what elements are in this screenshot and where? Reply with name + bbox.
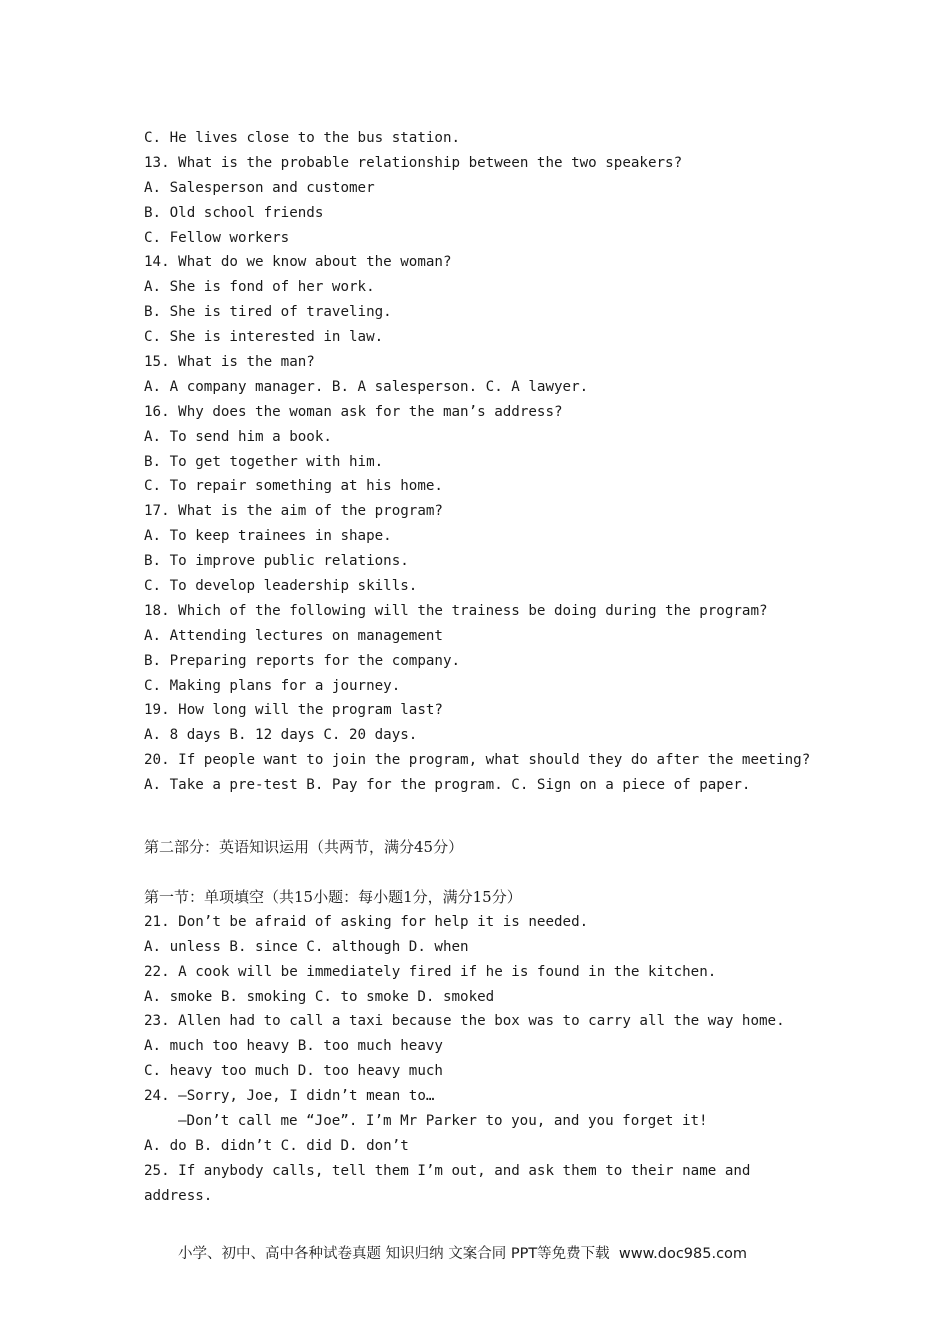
section-one-heading: 第一节：单项填空（共15小题：每小题1分，满分15分）	[144, 887, 522, 906]
option-line: B. She is tired of traveling.	[144, 304, 392, 321]
page-footer	[178, 1242, 747, 1266]
option-line: A. To send him a book.	[144, 428, 332, 445]
footer-link[interactable]: www.doc985.com	[618, 1246, 748, 1262]
option-line: B. Preparing reports for the company.	[144, 652, 461, 669]
grammar-section	[144, 910, 844, 1209]
option-line: C. Making plans for a journey.	[144, 677, 401, 694]
option-line: A. Salesperson and customer	[144, 179, 375, 196]
option-line: C. heavy too much D. too heavy much	[144, 1063, 443, 1080]
question-15: 15. What is the man?	[144, 354, 315, 371]
option-line: A. Take a pre-test B. Pay for the program. C. Sign on a piece of paper.	[144, 777, 751, 794]
question-22: 22. A cook will be immediately fired if he is found in the kitchen.	[144, 963, 717, 980]
question-19: 19. How long will the program last?	[144, 702, 443, 719]
option-line: A. smoke B. smoking C. to smoke D. smoked	[144, 988, 495, 1005]
question-25-continued: address.	[144, 1187, 213, 1204]
question-21: 21. Don’t be afraid of asking for help it is needed.	[144, 913, 589, 930]
spacer	[144, 798, 844, 835]
dialogue-reply: —Don’t call me “Joe”. I’m Mr Parker to you, and you forget it!	[178, 1112, 708, 1129]
option-line: C. She is interested in law.	[144, 329, 384, 346]
option-line: C. Fellow workers	[144, 229, 290, 246]
text-line: C. He lives close to the bus station.	[144, 130, 461, 146]
part-two-heading: 第二部分：英语知识运用（共两节，满分45分）	[144, 838, 464, 857]
question-25: 25. If anybody calls, tell them I’m out, and ask them to their name and	[144, 1162, 751, 1179]
question-20: 20. If people want to join the program, what should they do after the meeting?	[144, 752, 811, 769]
listening-section	[144, 126, 844, 798]
option-line: A. unless B. since C. although D. when	[144, 938, 469, 955]
option-line: A. She is fond of her work.	[144, 279, 375, 296]
footer-text: 小学、初中、高中各种试卷真题 知识归纳 文案合同 PPT等免费下载	[178, 1246, 610, 1262]
option-line: A. A company manager. B. A salesperson. C. A lawyer.	[144, 378, 589, 395]
option-line: C. To repair something at his home.	[144, 478, 443, 495]
option-line: A. 8 days B. 12 days C. 20 days.	[144, 727, 418, 744]
option-line: B. Old school friends	[144, 204, 324, 221]
question-13: 13. What is the probable relationship between the two speakers?	[144, 154, 683, 171]
question-14: 14. What do we know about the woman?	[144, 254, 452, 271]
option-line: C. To develop leadership skills.	[144, 578, 418, 595]
option-line: A. To keep trainees in shape.	[144, 528, 392, 545]
option-line: A. much too heavy B. too much heavy	[144, 1038, 443, 1055]
question-18: 18. Which of the following will the trainess be doing during the program?	[144, 602, 768, 619]
option-line: B. To improve public relations.	[144, 553, 409, 570]
spacer	[144, 860, 844, 885]
option-line: A. Attending lectures on management	[144, 627, 443, 644]
question-17: 17. What is the aim of the program?	[144, 503, 443, 520]
question-16: 16. Why does the woman ask for the man’s address?	[144, 403, 563, 420]
option-line: B. To get together with him.	[144, 453, 384, 470]
option-line: A. do B. didn’t C. did D. don’t	[144, 1137, 409, 1154]
document-body	[144, 126, 844, 1209]
question-23: 23. Allen had to call a taxi because the box was to carry all the way home.	[144, 1013, 785, 1030]
question-24: 24. —Sorry, Joe, I didn’t mean to…	[144, 1088, 435, 1105]
